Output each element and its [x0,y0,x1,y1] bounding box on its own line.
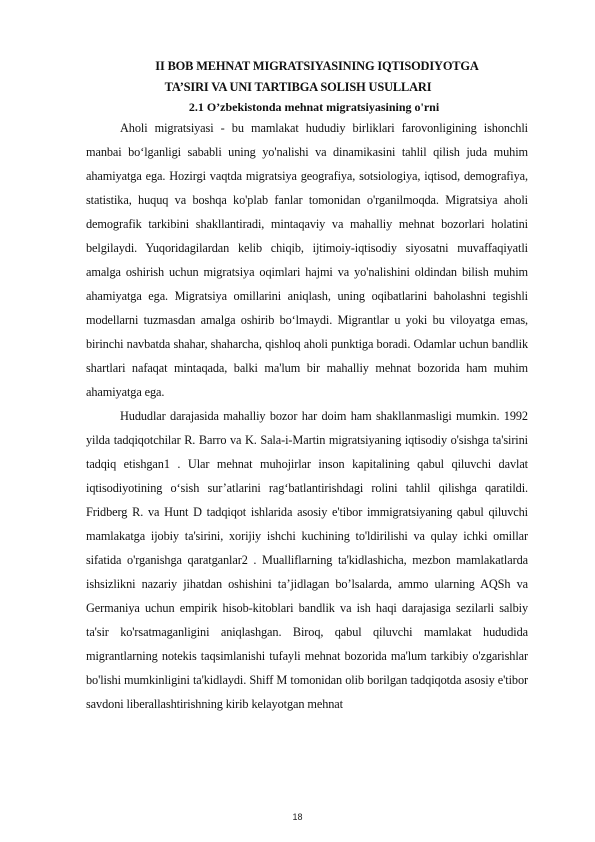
document-page [86,56,528,716]
chapter-title-line-2: TA’SIRI VA UNI TARTIBGA SOLISH USULLARI [164,80,432,94]
page-number: 18 [292,812,303,822]
chapter-title [86,56,528,98]
chapter-title-line-1: II BOB MEHNAT MIGRATSIYASINING IQTISODIYOTGA [155,59,479,73]
body-paragraph-2: Hududlar darajasida mahalliy bozor har doim ham shakllanmasligi mumkin. 1992 yilda tadqiqotchilar R. Barro va K. Sala-i-Martin migratsiyaning iqtisodiy o'sishga ta'sirini tadqiq etishgan1 . Ular mehnat muhojirlar inson kapitalining qabul qiluvchi davlat iqtisodiyotining o‘sish sur’atlarini rag‘batlantirishdagi rolini tahlil qilishga qaratildi. Fridberg R. va Hunt D tadqiqot ishlarida asosiy e'tibor immigratsiyaning qabul qiluvchi mamlakatga ijobiy ta'sirini, xorijiy ishchi kuchining to'ldirilishi va qulay ichki omillar sifatida o'rganishga qaratganlar2 . Mualliflarning ta'kidlashicha, mezbon mamlakatlarda ishsizlikni nazariy jihatdan oshishini ta’jidlagan bo’lsalarda, ammo ularning AQSh va Germaniya uchun empirik hisob-kitoblari bandlik va ish haqi darajasiga sezilarli salbiy ta'sir ko'rsatmaganligini aniqlashgan. Biroq, qabul qiluvchi mamlakat hududida migrantlarning notekis taqsimlanishi tufayli mehnat bozorida ma'lum tarkibiy o'zgarishlar bo'lishi mumkinligini ta'kidlaydi. Shiff M tomonidan olib borilgan tadqiqotda asosiy e'tibor savdoni liberallashtirishning kirib kelayotgan mehnat [86,409,528,711]
body-paragraph-1: Aholi migratsiyasi - bu mamlakat hududiy birliklari farovonligining ishonchli manbai bo‘lganligi sababli uning yo'nalishi va dinamikasini tahlil qilish juda muhim ahamiyatga ega. Hozirgi vaqtda migratsiya geografiya, sotsiologiya, iqtisod, demografiya, statistika, huquq va boshqa ko'plab fanlar tomonidan o'rganilmoqda. Migratsiya aholi demografik tarkibini shakllantiradi, mintaqaviy va mahalliy mehnat bozorlari holatini belgilaydi. Yuqoridagilardan kelib chiqib, ijtimoiy-iqtisodiy siyosatni muvaffaqiyatli amalga oshirish uchun migratsiya oqimlari hajmi va yo'nalishini oldindan bilish muhim ahamiyatga ega. Migratsiya omillarini aniqlash, uning oqibatlarini baholashni tegishli modellarni tuzmasdan amalga oshirib bo‘lmaydi. Migrantlar u yoki bu viloyatga emas, birinchi navbatda shahar, shaharcha, qishloq aholi punktiga boradi. Odamlar uchun bandlik shartlari nafaqat mintaqada, balki ma'lum bir mahalliy mehnat bozorida ham muhim ahamiyatga ega. [86,121,528,399]
section-title: 2.1 O’zbekistonda mehnat migratsiyasining o'rni [188,100,440,114]
